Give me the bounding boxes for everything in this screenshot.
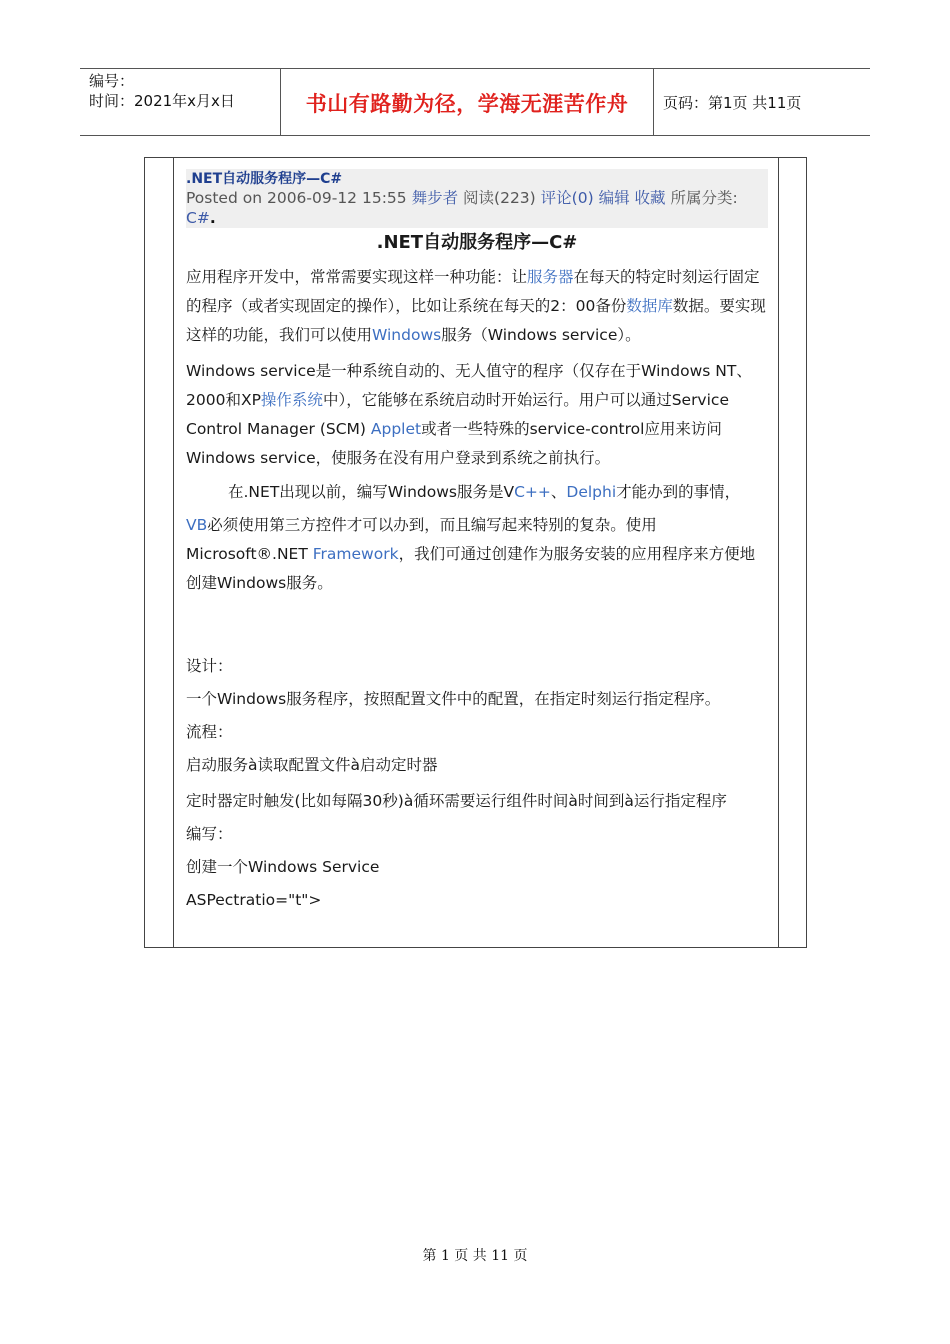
- posted-date: Posted on 2006-09-12 15:55: [186, 189, 407, 207]
- database-link[interactable]: 数据库: [626, 297, 673, 315]
- write-step-1: 创建一个Windows Service: [186, 858, 380, 876]
- vb-link[interactable]: VB: [186, 516, 208, 534]
- time-label: 时间：2021年x月x日: [89, 92, 235, 110]
- text-span: 中），它能够在系统启动时开始运行。用户可以通过Service Control Manager (SCM): [186, 391, 729, 438]
- category-link[interactable]: C#: [186, 209, 210, 227]
- paragraph-history: [186, 478, 768, 507]
- header-motto: 书山有路勤为径，学海无涯苦作舟: [281, 69, 654, 135]
- flow-step-2: 定时器定时触发(比如每隔30秒)à循环需要运行组件时间à时间到à运行指定程序: [186, 792, 727, 810]
- text-span: 才能办到的事情，: [616, 483, 741, 501]
- framework-link[interactable]: Framework: [312, 545, 399, 563]
- text-span: 或者一些特殊的service-control应用来访问Windows service，使服务在没有用户登录到系统之前执行。: [186, 420, 722, 467]
- text-span: 应用程序开发中，常常需要实现这样一种功能：让: [186, 268, 528, 286]
- frame-divider-left: [173, 158, 174, 947]
- read-count: 阅读(223): [463, 189, 536, 207]
- delphi-link[interactable]: Delphi: [566, 483, 617, 501]
- applet-link[interactable]: Applet: [370, 420, 422, 438]
- author-link[interactable]: 舞步者: [411, 189, 459, 207]
- text-span: 在每天的特定时刻运行固定的程序（或者实现固定的操作），比如让系统在每天的2：00备份: [186, 268, 760, 315]
- spacer: [186, 598, 768, 650]
- paragraph-intro: [186, 263, 768, 350]
- write-step-2: ASPectratio="t">: [186, 891, 322, 909]
- text-span: 必须使用第三方控件才可以办到，而且编写起来特别的复杂。使用Microsoft®.NET: [186, 516, 657, 563]
- article-content: [186, 169, 768, 917]
- text-span: 在.NET出现以前，编写Windows服务是V: [228, 483, 515, 501]
- paragraph-vb: [186, 511, 768, 598]
- text-span: 服务（Windows service）。: [441, 326, 641, 344]
- page-footer: 第 1 页 共 11 页: [422, 1248, 528, 1264]
- favorite-link[interactable]: 收藏: [634, 189, 666, 207]
- cpp-link[interactable]: C++: [514, 483, 551, 501]
- post-meta-block: [186, 169, 768, 228]
- category-label: 所属分类:: [670, 189, 738, 207]
- text-span: Windows service是一种系统自动的、无人值守的程序（仅存在于Windows NT、2000和XP: [186, 362, 752, 409]
- edit-link[interactable]: 编辑: [598, 189, 630, 207]
- number-label: 编号：: [89, 72, 135, 90]
- text-span: 数据。要实现这样的功能，我们可以使用: [186, 297, 766, 344]
- text-span: ，我们可通过创建作为服务安装的应用程序来方便地创建Windows服务。: [186, 545, 756, 592]
- design-label: 设计：: [186, 657, 233, 675]
- document-header: [80, 68, 870, 136]
- windows-link[interactable]: Windows: [372, 326, 442, 344]
- flow-step-1: 启动服务à读取配置文件à启动定时器: [186, 756, 438, 774]
- write-label: 编写：: [186, 825, 233, 843]
- header-info-cell: [80, 69, 281, 135]
- paragraph-windows-service: [186, 357, 768, 473]
- header-page-info: 页码：第1页 共11页: [663, 93, 802, 112]
- design-text: 一个Windows服务程序，按照配置文件中的配置，在指定时刻运行指定程序。: [186, 690, 721, 708]
- content-frame: [144, 157, 807, 948]
- frame-divider-right: [778, 158, 779, 947]
- post-meta-line: [186, 188, 768, 228]
- comments-link[interactable]: 评论(0): [540, 189, 594, 207]
- post-meta-title[interactable]: .NET自动服务程序—C#: [186, 171, 343, 187]
- flow-label: 流程：: [186, 723, 233, 741]
- category-end: .: [209, 209, 216, 227]
- article-title: .NET自动服务程序—C#: [376, 232, 578, 253]
- text-span: 、: [550, 483, 567, 501]
- server-link[interactable]: 服务器: [527, 268, 574, 286]
- os-link[interactable]: 操作系统: [260, 391, 323, 409]
